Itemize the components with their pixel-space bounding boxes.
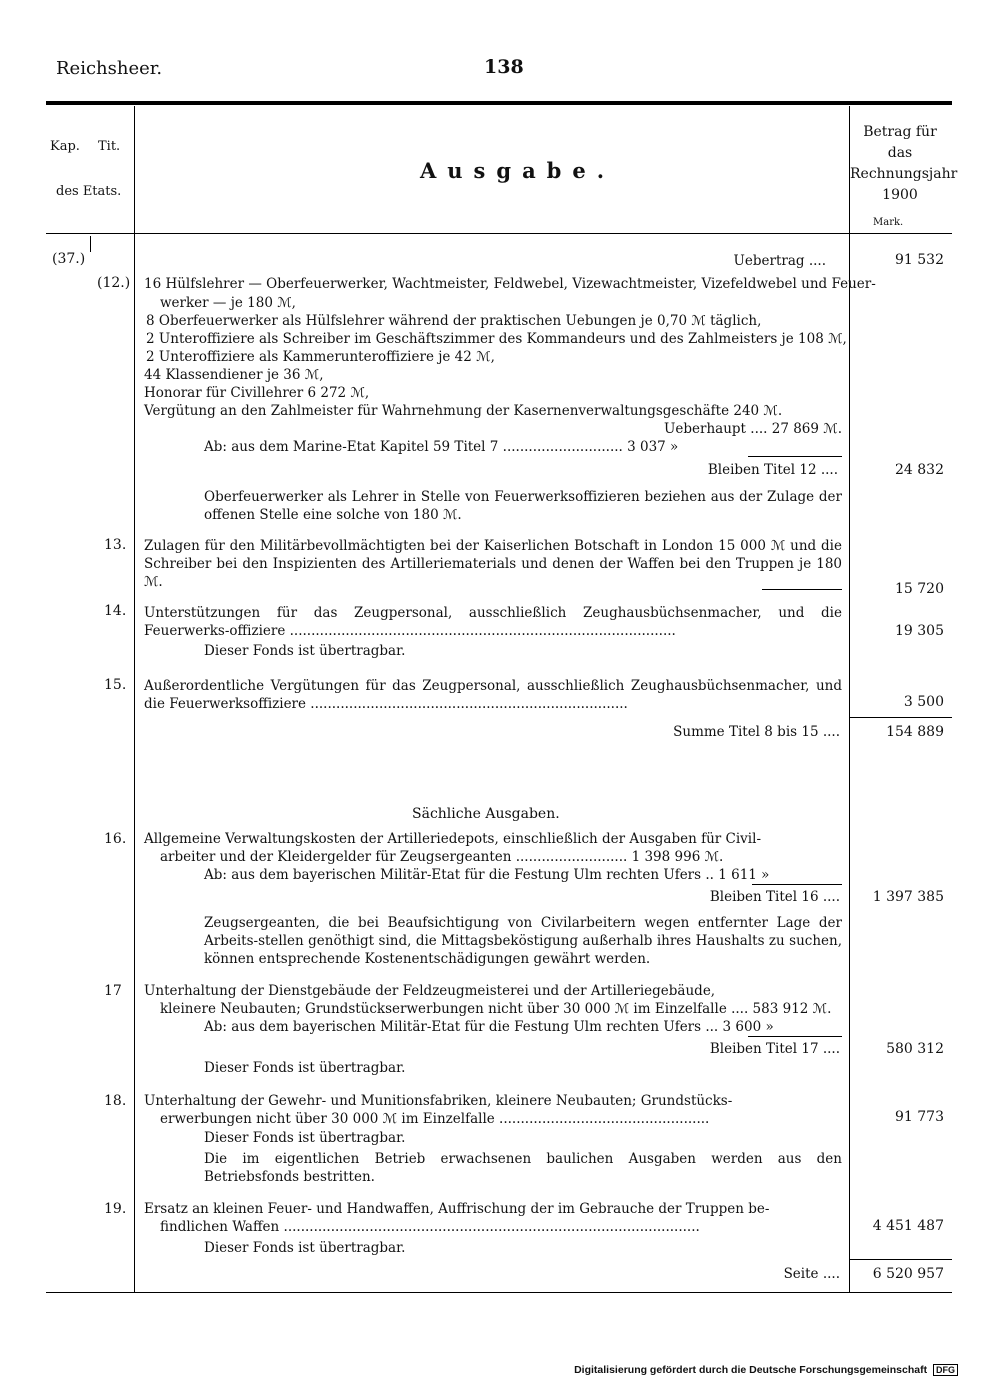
uebertrag-amount: 91 532 — [895, 252, 944, 268]
titel-number: 15. — [104, 677, 127, 693]
t18-line: Unterhaltung der Gewehr- und Munitionsfabriken, kleinere Neubauten; Grundstücks- — [144, 1093, 733, 1109]
t13-text: Zulagen für den Militärbevollmächtigten bei der Kaiserlichen Botschaft in London 15 000 ℳ und die Schreiber bei den Inspizienten des Artilleriematerials und denen der Waffen bei den Truppen je 180 ℳ. — [144, 538, 842, 590]
column-tick — [90, 236, 91, 252]
page-title: Ausgabe. — [420, 158, 616, 183]
col-kap: Kap. — [50, 139, 80, 154]
dfg-logo: DFG — [933, 1364, 958, 1376]
t15-amount: 3 500 — [903, 694, 944, 710]
column-divider-left — [134, 106, 135, 1293]
seite-amount: 6 520 957 — [872, 1266, 944, 1282]
t12-line: werker — je 180 ℳ, — [160, 295, 296, 311]
t15-text: Außerordentliche Vergütungen für das Zeugpersonal, ausschließlich Zeughausbüchsenmacher, und die Feuerwerksoffiziere .......................................................................... — [144, 678, 842, 712]
t16-abzug: Ab: aus dem bayerischen Militär-Etat für die Festung Ulm rechten Ufers .. 1 611 » — [204, 867, 770, 883]
t18-note: Dieser Fonds ist übertragbar. — [204, 1130, 406, 1146]
t19-note: Dieser Fonds ist übertragbar. — [204, 1240, 406, 1256]
sum-rule — [849, 1259, 952, 1260]
t18-line: erwerbungen nicht über 30 000 ℳ im Einzelfalle ................................................. — [160, 1111, 710, 1127]
subtotal-rule — [748, 1036, 842, 1037]
t12-line: 16 Hülfslehrer — Oberfeuerwerker, Wachtmeister, Feldwebel, Vizewachtmeister, Vizefeldwebel und Feuer- — [144, 276, 876, 292]
t16-bleiben: Bleiben Titel 16 .... — [709, 889, 840, 905]
subtotal-rule — [762, 589, 842, 590]
col-des-etats: des Etats. — [56, 184, 122, 199]
t19-line: Ersatz an kleinen Feuer- und Handwaffen, Auffrischung der im Gebrauche der Truppen be- — [144, 1201, 770, 1217]
t12-line: 2 Unteroffiziere als Schreiber im Geschäftszimmer des Kommandeurs und des Zahlmeisters je 108 ℳ, — [146, 331, 847, 347]
col-betrag: Betrag für das Rechnungsjahr 1900 — [850, 124, 958, 203]
t17-bleiben: Bleiben Titel 17 .... — [709, 1041, 840, 1057]
t12-line: Honorar für Civillehrer 6 272 ℳ, — [144, 385, 370, 401]
titel-number: 17 — [104, 983, 122, 999]
t18-amount: 91 773 — [895, 1109, 944, 1125]
t16-amount: 1 397 385 — [872, 889, 944, 905]
bottom-rule — [46, 1292, 952, 1293]
t12-amount: 24 832 — [895, 462, 944, 478]
summe-label: Summe Titel 8 bis 15 .... — [673, 724, 840, 740]
t16-note: Zeugsergeanten, die bei Beaufsichtigung von Civilarbeitern wegen entfernter Lage der Arbeits-stellen genöthigt sind, die Mittagsbeköstigung außerhalb ihres Haushalts zu suchen, können entsprechende Kostenentschädigungen gewährt werden. — [204, 915, 842, 967]
summe-amount: 154 889 — [886, 724, 944, 740]
col-mark: Mark. — [873, 217, 904, 228]
t19-line: findlichen Waffen ................................................................................................. — [160, 1219, 700, 1235]
t12-bleiben: Bleiben Titel 12 .... — [707, 462, 838, 478]
titel-number: 18. — [104, 1093, 127, 1109]
section-heading: Sächliche Ausgaben. — [412, 806, 560, 822]
header-rule — [46, 233, 952, 234]
funding-text: Digitalisierung gefördert durch die Deutsche Forschungsgemeinschaft — [574, 1364, 928, 1376]
titel-number: 13. — [104, 537, 127, 553]
t16-line: arbeiter und der Kleidergelder für Zeugsergeanten .......................... 1 398 996 ℳ. — [160, 849, 724, 865]
sum-rule — [849, 717, 952, 718]
titel-number: 19. — [104, 1201, 127, 1217]
running-head: Reichsheer. — [56, 58, 163, 79]
seite-label: Seite .... — [783, 1266, 840, 1282]
titel-number: 14. — [104, 603, 127, 619]
t17-abzug: Ab: aus dem bayerischen Militär-Etat für die Festung Ulm rechten Ufers ... 3 600 » — [204, 1019, 774, 1035]
t12-line: Vergütung an den Zahlmeister für Wahrnehmung der Kasernenverwaltungsgeschäfte 240 ℳ. — [144, 403, 783, 419]
t16-line: Allgemeine Verwaltungskosten der Artilleriedepots, einschließlich der Ausgaben für Civil- — [144, 831, 762, 847]
t13-amount: 15 720 — [895, 581, 944, 597]
kap-number: (37.) — [52, 251, 86, 267]
t12-note: Oberfeuerwerker als Lehrer in Stelle von Feuerwerksoffizieren beziehen aus der Zulage der offenen Stelle eine solche von 180 ℳ. — [204, 489, 842, 523]
t12-line: 44 Klassendiener je 36 ℳ, — [144, 367, 324, 383]
top-rule — [46, 101, 952, 105]
col-tit: Tit. — [98, 139, 121, 154]
subtotal-rule — [752, 884, 842, 885]
t19-amount: 4 451 487 — [872, 1218, 944, 1234]
t12-ueberhaupt: Ueberhaupt .... 27 869 ℳ. — [664, 421, 842, 437]
t12-line: 2 Unteroffiziere als Kammerunteroffiziere je 42 ℳ, — [146, 349, 495, 365]
subtotal-rule — [748, 456, 842, 457]
t12-line: 8 Oberfeuerwerker als Hülfslehrer während der praktischen Uebungen je 0,70 ℳ täglich, — [146, 313, 762, 329]
t14-note: Dieser Fonds ist übertragbar. — [204, 643, 406, 659]
t17-note: Dieser Fonds ist übertragbar. — [204, 1060, 406, 1076]
titel-number: 16. — [104, 831, 127, 847]
titel-number: (12.) — [97, 275, 131, 291]
t17-amount: 580 312 — [886, 1041, 944, 1057]
t17-line: Unterhaltung der Dienstgebäude der Feldzeugmeisterei und der Artilleriegebäude, — [144, 983, 716, 999]
t12-abzug: Ab: aus dem Marine-Etat Kapitel 59 Titel 7 ............................ 3 037 » — [204, 439, 679, 455]
uebertrag-label: Uebertrag .... — [733, 253, 826, 269]
t14-text: Unterstützungen für das Zeugpersonal, ausschließlich Zeughausbüchsenmacher, und die Feuerwerks-offiziere .......................................................................................... — [144, 605, 842, 639]
t14-amount: 19 305 — [895, 623, 944, 639]
t17-line: kleinere Neubauten; Grundstückserwerbungen nicht über 30 000 ℳ im Einzelfalle .... 583 912 ℳ. — [160, 1001, 832, 1017]
page-number: 138 — [484, 56, 524, 78]
funding-notice — [574, 1364, 958, 1376]
t18-note: Die im eigentlichen Betrieb erwachsenen baulichen Ausgaben werden aus den Betriebsfonds bestritten. — [204, 1151, 842, 1185]
